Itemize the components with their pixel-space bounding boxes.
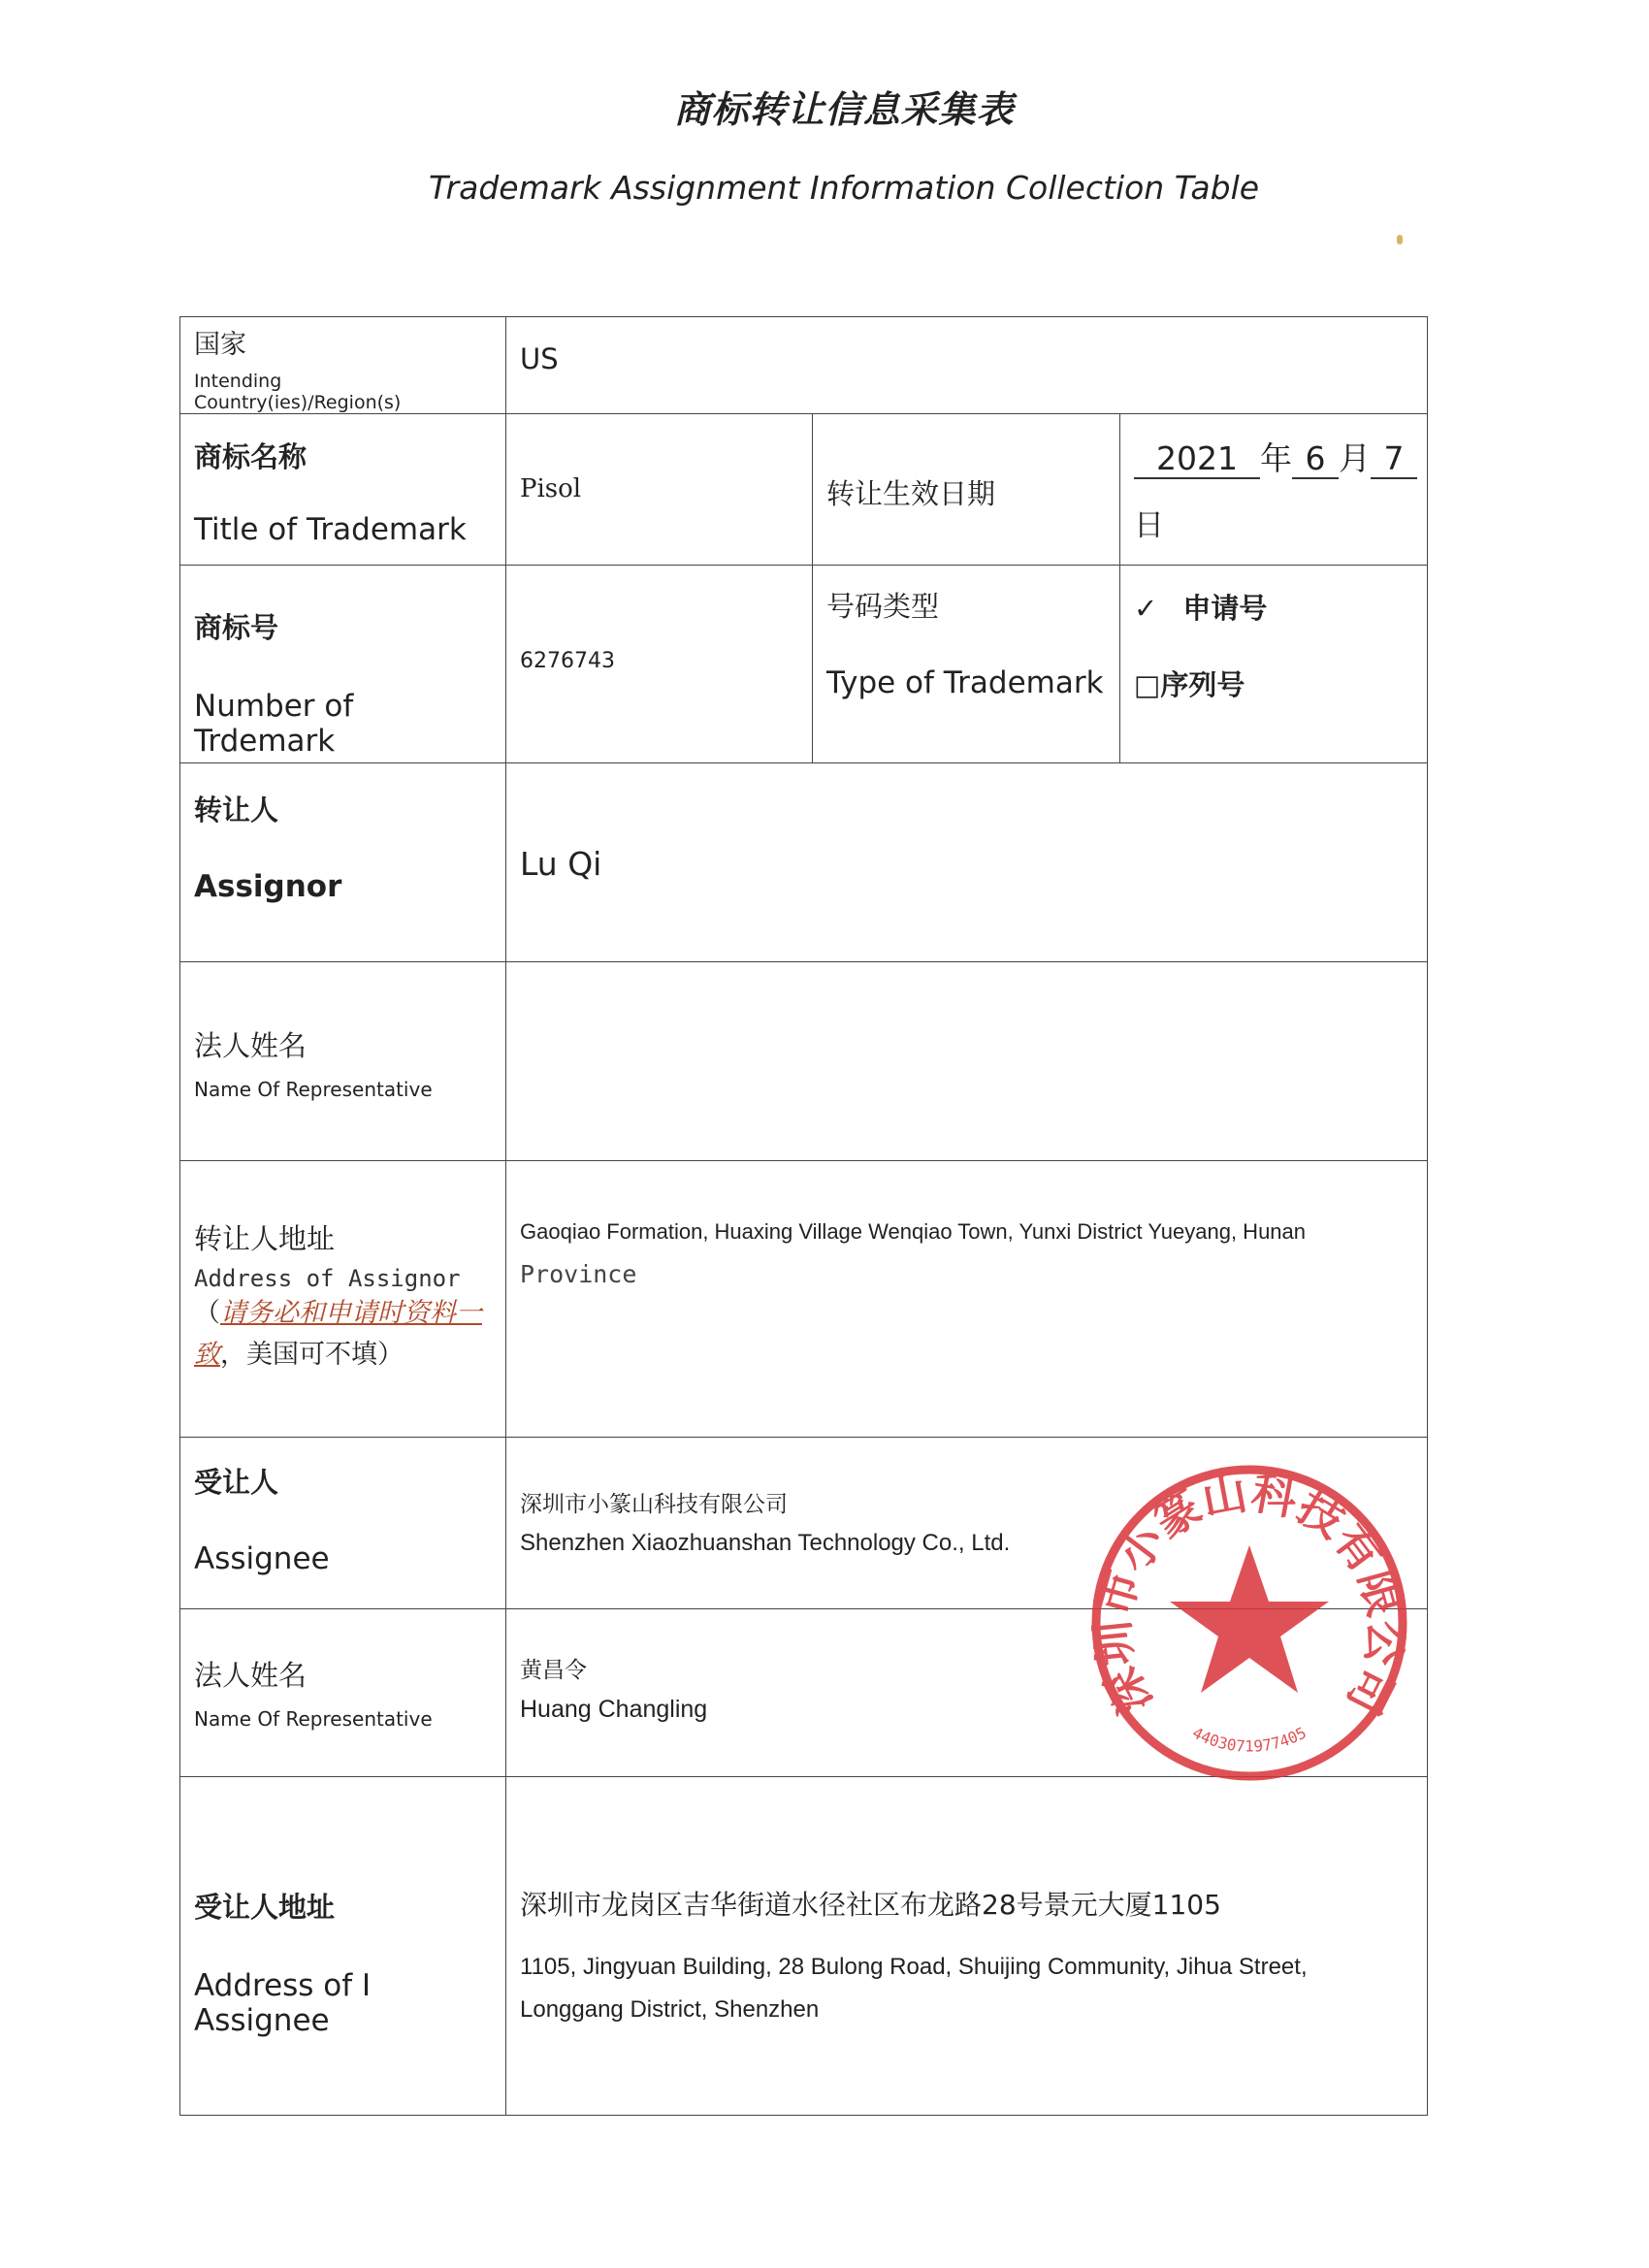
country-label-cell (180, 317, 506, 414)
assignee-label-cn: 受让人 (194, 1466, 279, 1499)
seal-company-name: 深圳市小篆山科技有限公司 (1086, 1466, 1412, 1724)
assignor-label-en: Assignor (194, 869, 342, 904)
type-option-serial (1134, 664, 1413, 703)
note-red-text-2: 一致 (194, 1298, 482, 1370)
title-value-cell (506, 414, 813, 566)
assignee-addr-value-en1: 1105, Jingyuan Building, 28 Bulong Road, Shuijing Community, Jihua Street, (520, 1954, 1308, 1980)
assignor-addr-note (194, 1292, 492, 1376)
title-label-cell (180, 414, 506, 566)
page-title-en: Trademark Assignment Information Collection Table (428, 169, 1260, 207)
title-label-cn: 商标名称 (194, 440, 307, 473)
date-day: 7 (1371, 439, 1417, 479)
seal-number: 4403071977405 (1189, 1723, 1310, 1756)
assignee-addr-value-cell (506, 1777, 1428, 2116)
assignor-rep-label-en: Name Of Representative (194, 1078, 433, 1101)
assignee-rep-label-en: Name Of Representative (194, 1707, 433, 1731)
assignor-addr-label-en: Address of Assignor (194, 1265, 461, 1292)
assignee-addr-label-cn: 受让人地址 (194, 1891, 336, 1924)
note-red-text-1: 请务必和申请时资料 (220, 1298, 456, 1328)
assignee-addr-value-en2: Longgang District, Shenzhen (520, 1996, 820, 2023)
assignee-label-cell (180, 1438, 506, 1609)
title-value: Pisol (520, 474, 582, 503)
note-paren-open: （ (194, 1298, 220, 1328)
assignor-addr-line1: Gaoqiao Formation, Huaxing Village Wenqiao Town, Yunxi District Yueyang, Hunan (520, 1219, 1307, 1244)
assignee-rep-label-cell (180, 1609, 506, 1777)
assignor-rep-value-cell (506, 962, 1428, 1161)
assignor-rep-label-cn: 法人姓名 (194, 1029, 307, 1062)
country-value-cell (506, 317, 1428, 414)
number-label-cell (180, 566, 506, 763)
number-value: 6276743 (520, 649, 615, 673)
assignee-rep-label-cn: 法人姓名 (194, 1659, 307, 1692)
row-country (180, 317, 1428, 414)
seal-star-icon (1170, 1545, 1329, 1693)
date-year-char: 年 (1260, 439, 1292, 477)
row-assignee-address (180, 1777, 1428, 2116)
type-label-cn: 号码类型 (826, 590, 940, 623)
note-black-text: ，美国可不填） (220, 1340, 404, 1370)
assignee-rep-value-cn: 黄昌令 (520, 1658, 587, 1683)
number-value-cell (506, 566, 813, 763)
assignor-value-cell (506, 763, 1428, 962)
date-label-cell (813, 414, 1120, 566)
paper-speck (1397, 235, 1403, 244)
assignor-rep-label-cell (180, 962, 506, 1161)
type-option-application-label: 申请号 (1182, 592, 1268, 625)
row-assignor-representative (180, 962, 1428, 1161)
type-option-serial-label: 序列号 (1160, 668, 1245, 701)
assignee-addr-label-en: Address of I Assignee (194, 1968, 372, 2038)
assignor-addr-label-cell (180, 1161, 506, 1438)
country-label-cn: 国家 (194, 330, 246, 360)
country-label-en: Intending Country(ies)/Region(s) (194, 371, 402, 413)
type-label-en: Type of Trademark (826, 665, 1104, 700)
date-label-cn: 转让生效日期 (826, 477, 996, 510)
assignor-label-cell (180, 763, 506, 962)
row-trademark-title (180, 414, 1428, 566)
assignor-addr-line2: Province (520, 1260, 637, 1288)
row-trademark-number (180, 566, 1428, 763)
title-label-en: Title of Trademark (194, 512, 467, 547)
assignee-value-cn: 深圳市小篆山科技有限公司 (520, 1492, 788, 1517)
page-title-cn: 商标转让信息采集表 (673, 88, 1015, 131)
type-label-cell (813, 566, 1120, 763)
assignor-label-cn: 转让人 (194, 794, 279, 826)
assignor-addr-value-cell (506, 1161, 1428, 1438)
row-assignor-address (180, 1161, 1428, 1438)
date-day-char: 日 (1134, 508, 1164, 543)
type-options-cell (1120, 566, 1428, 763)
checkmark-icon: ✓ (1134, 592, 1158, 625)
checkbox-empty-icon: □ (1134, 668, 1161, 701)
assignee-rep-value-en: Huang Changling (520, 1696, 708, 1723)
date-value-cell (1120, 414, 1428, 566)
date-year: 2021 (1134, 439, 1260, 479)
assignor-value: Lu Qi (520, 845, 602, 883)
type-option-application (1134, 587, 1413, 627)
assignor-addr-label-cn: 转让人地址 (194, 1222, 336, 1255)
assignee-addr-value-cn: 深圳市龙岗区吉华街道水径社区布龙路28号景元大厦1105 (520, 1889, 1221, 1921)
country-value: US (520, 342, 559, 375)
assignee-addr-label-cell (180, 1777, 506, 2116)
company-seal-stamp (1086, 1460, 1412, 1786)
number-label-cn: 商标号 (194, 611, 279, 644)
date-month-char: 月 (1339, 439, 1371, 477)
assignee-value-en: Shenzhen Xiaozhuanshan Technology Co., Ltd. (520, 1530, 1011, 1556)
assignment-form-table (179, 316, 1428, 2116)
date-month: 6 (1292, 439, 1339, 479)
number-label-en: Number of Trdemark (194, 689, 354, 759)
row-assignor (180, 763, 1428, 962)
assignee-label-en: Assignee (194, 1541, 330, 1576)
